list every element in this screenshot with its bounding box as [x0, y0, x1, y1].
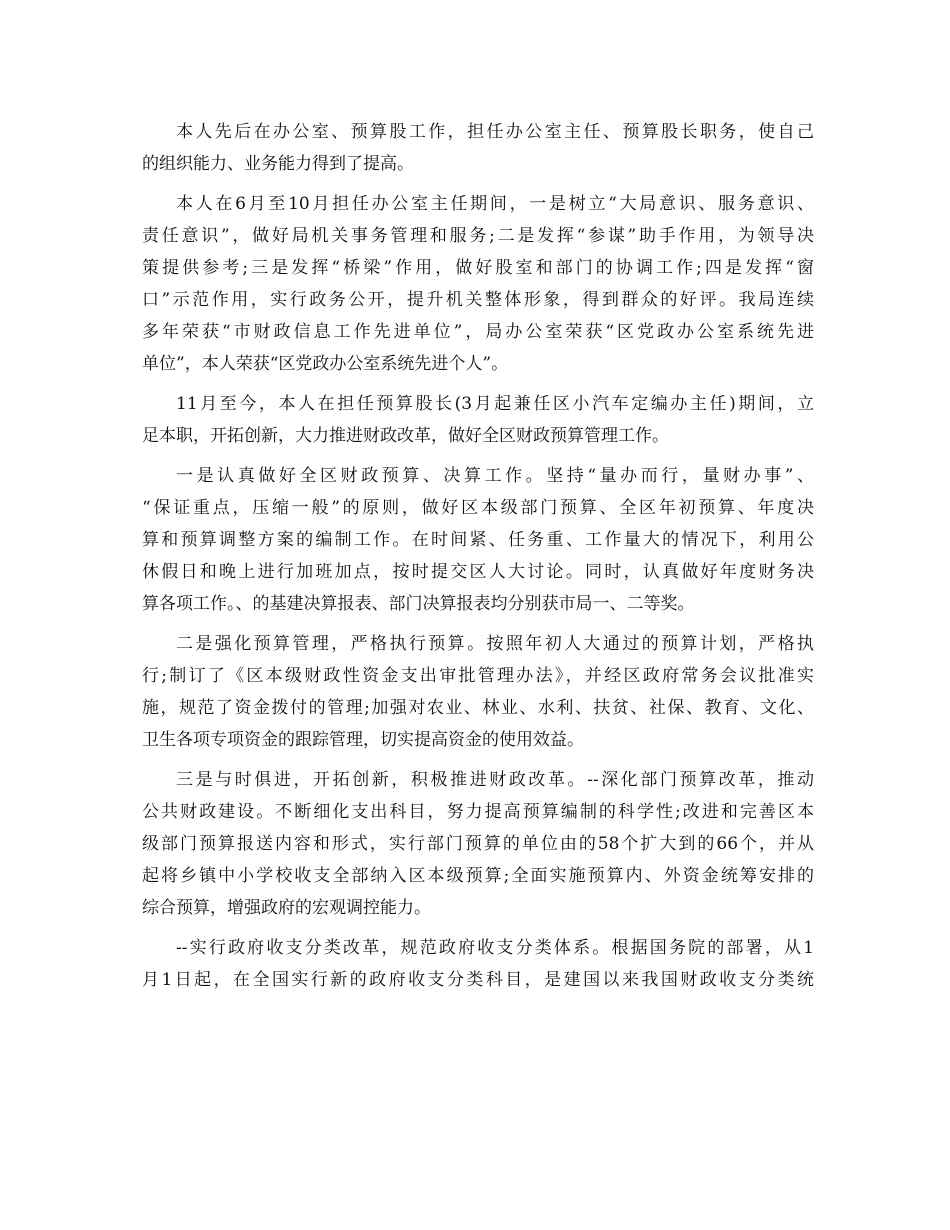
text-line: 施，规范了资金拨付的管理;加强对农业、林业、水利、扶贫、社保、教育、文化、 — [142, 698, 814, 718]
text-line: 一是认真做好全区财政预算、决算工作。坚持“量办而行，量财办事”、 — [176, 466, 814, 486]
text-line: 足本职，开拓创新，大力推进财政改革，做好全区财政预算管理工作。 — [142, 426, 669, 446]
text-line: 行;制订了《区本级财政性资金支出审批管理办法》，并经区政府常务会议批准实 — [142, 666, 814, 686]
document-body — [142, 116, 814, 996]
text-line: “保证重点，压缩一般”的原则，做好区本级部门预算、全区年初预算、年度决 — [142, 498, 814, 518]
text-line: 本人在6月至10月担任办公室主任期间，一是树立“大局意识、服务意识、 — [176, 194, 814, 214]
text-line: 策提供参考;三是发挥“桥梁”作用，做好股室和部门的协调工作;四是发挥“窗 — [142, 258, 814, 278]
text-line: 算各项工作。、的基建决算报表、部门决算报表均分别获市局一、二等奖。 — [142, 594, 695, 614]
text-line: 本人先后在办公室、预算股工作，担任办公室主任、预算股长职务，使自己 — [176, 122, 814, 142]
paragraph — [142, 460, 814, 620]
paragraph — [142, 188, 814, 380]
text-line: 起将乡镇中小学校收支全部纳入区本级预算;全面实施预算内、外资金统筹安排的 — [142, 866, 814, 886]
paragraph — [142, 764, 814, 924]
text-line: 算和预算调整方案的编制工作。在时间紧、任务重、工作量大的情况下，利用公 — [142, 530, 814, 550]
text-line: 的组织能力、业务能力得到了提高。 — [142, 154, 414, 174]
text-line: --实行政府收支分类改革，规范政府收支分类体系。根据国务院的部署，从1 — [176, 938, 814, 958]
text-line: 11月至今，本人在担任预算股长(3月起兼任区小汽车定编办主任)期间，立 — [176, 394, 814, 414]
text-line: 休假日和晚上进行加班加点，按时提交区人大讨论。同时，认真做好年度财务决 — [142, 562, 814, 582]
text-line: 口”示范作用，实行政务公开，提升机关整体形象，得到群众的好评。我局连续 — [142, 290, 814, 310]
paragraph — [142, 932, 814, 996]
text-line: 单位”，本人荣获“区党政办公室系统先进个人”。 — [142, 354, 509, 374]
text-line: 级部门预算报送内容和形式，实行部门预算的单位由的58个扩大到的66个，并从 — [142, 834, 814, 854]
text-line: 公共财政建设。不断细化支出科目，努力提高预算编制的科学性;改进和完善区本 — [142, 802, 814, 822]
text-line: 月1日起，在全国实行新的政府收支分类科目，是建国以来我国财政收支分类统 — [142, 970, 814, 990]
text-line: 二是强化预算管理，严格执行预算。按照年初人大通过的预算计划，严格执 — [176, 634, 814, 654]
text-line: 责任意识”，做好局机关事务管理和服务;二是发挥“参谋”助手作用，为领导决 — [142, 226, 814, 246]
text-line: 三是与时俱进，开拓创新，积极推进财政改革。--深化部门预算改革，推动 — [176, 770, 814, 790]
text-line: 卫生各项专项资金的跟踪管理，切实提高资金的使用效益。 — [142, 730, 584, 750]
text-line: 综合预算，增强政府的宏观调控能力。 — [142, 898, 431, 918]
paragraph — [142, 116, 814, 180]
paragraph — [142, 388, 814, 452]
paragraph — [142, 628, 814, 756]
text-line: 多年荣获“市财政信息工作先进单位”，局办公室荣获“区党政办公室系统先进 — [142, 322, 814, 342]
